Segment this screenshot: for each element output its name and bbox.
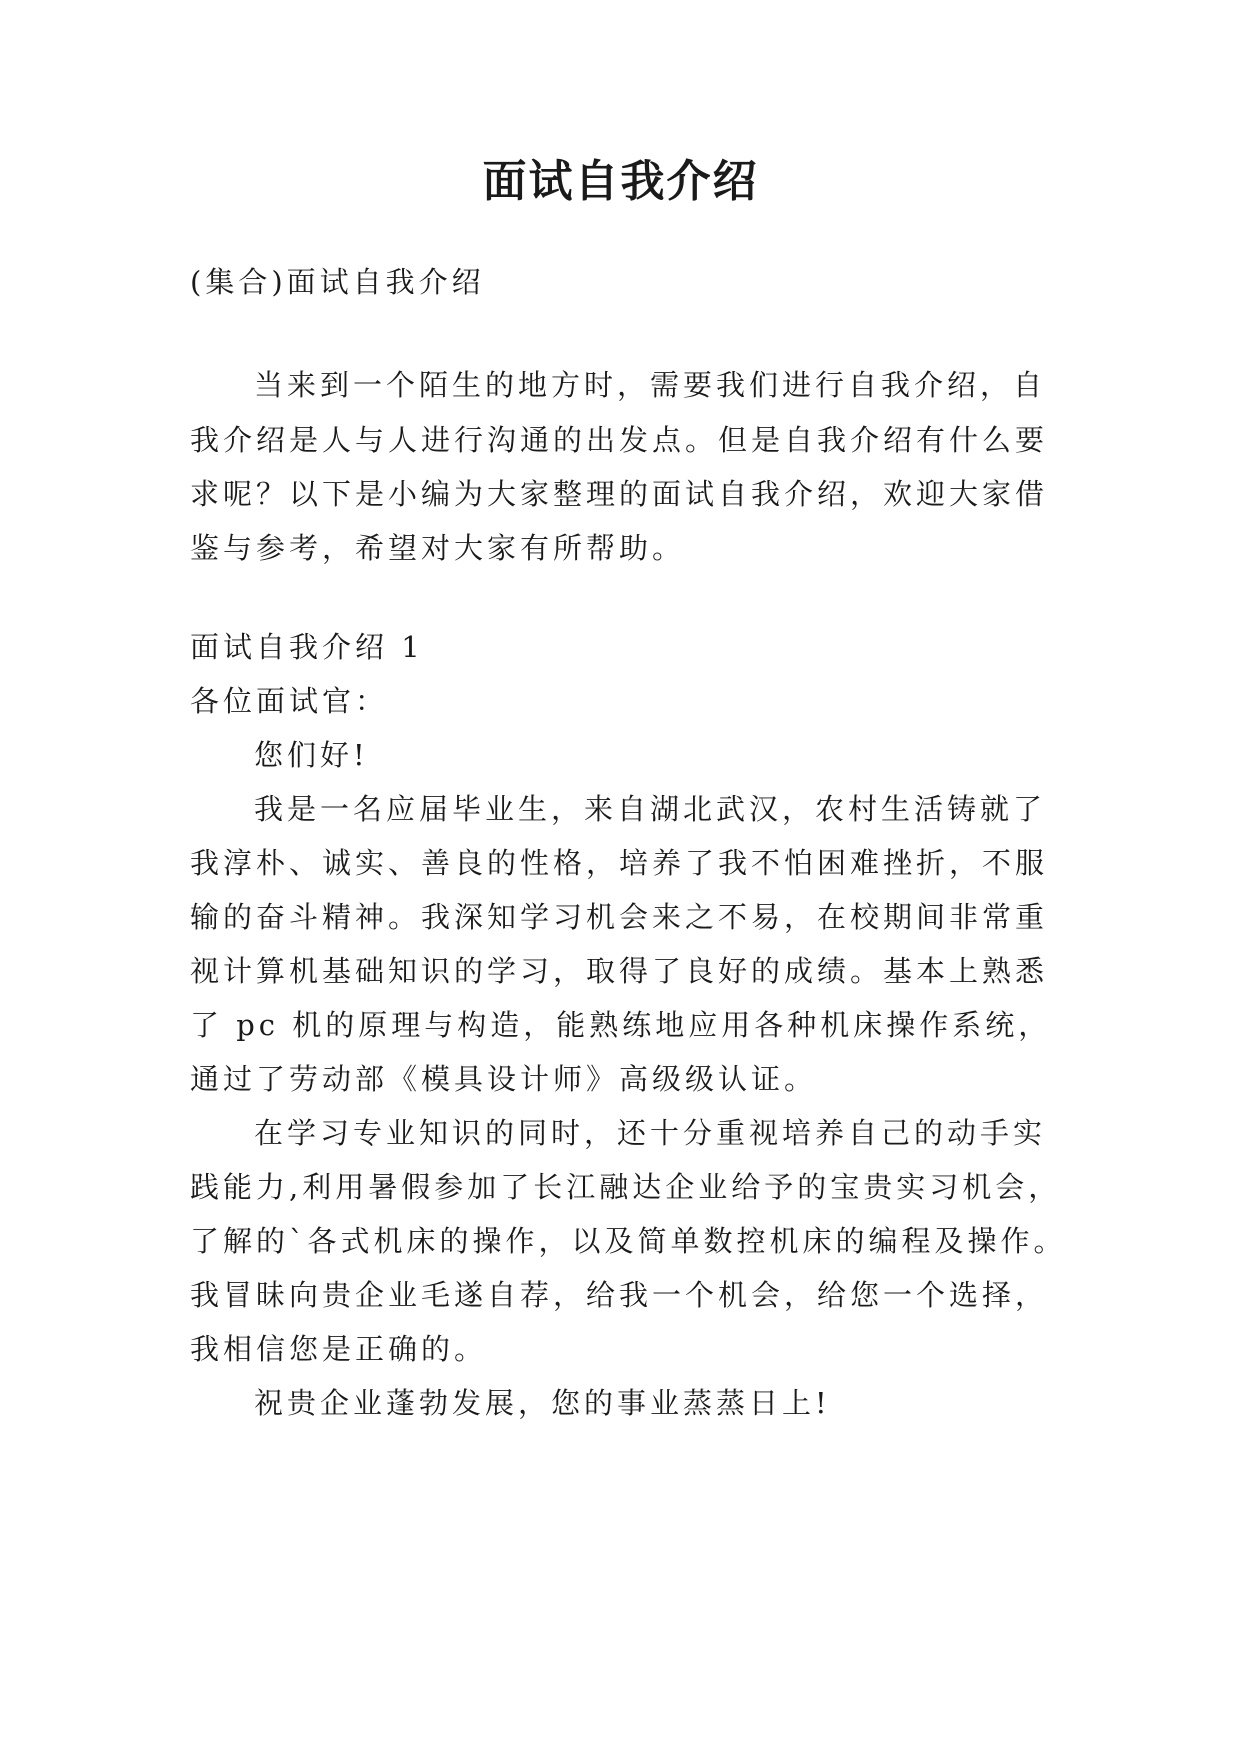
para1-line-4: 视计算机基础知识的学习，取得了良好的成绩。基本上熟悉 (190, 954, 1049, 988)
para2-line-4: 我冒昧向贵企业毛遂自荐，给我一个机会，给您一个选择， (190, 1278, 1049, 1312)
para2-line-3: 了解的`各式机床的操作，以及简单数控机床的编程及操作。 (190, 1224, 1067, 1258)
document-subtitle: (集合)面试自我介绍 (190, 265, 485, 299)
para1-line-6: 通过了劳动部《模具设计师》高级级认证。 (190, 1062, 818, 1096)
para1-line-1: 我是一名应届毕业生，来自湖北武汉，农村生活铸就了 (254, 792, 1047, 826)
closing-line: 祝贵企业蓬勃发展，您的事业蒸蒸日上! (254, 1386, 831, 1420)
para2-line-5: 我相信您是正确的。 (190, 1332, 488, 1366)
document-title: 面试自我介绍 (482, 156, 759, 207)
intro-line-4: 鉴与参考，希望对大家有所帮助。 (190, 531, 686, 565)
section-heading: 面试自我介绍 1 (190, 630, 424, 664)
para2-line-2: 践能力,利用暑假参加了长江融达企业给予的宝贵实习机会， (190, 1170, 1062, 1204)
para1-line-3: 输的奋斗精神。我深知学习机会来之不易，在校期间非常重 (190, 900, 1049, 934)
intro-line-1: 当来到一个陌生的地方时，需要我们进行自我介绍，自 (254, 368, 1047, 402)
para1-line-5: 了 pc 机的原理与构造，能熟练地应用各种机床操作系统， (190, 1008, 1052, 1042)
salutation: 各位面试官： (190, 684, 389, 718)
intro-line-3: 求呢？以下是小编为大家整理的面试自我介绍，欢迎大家借 (190, 477, 1049, 511)
para1-line-2: 我淳朴、诚实、善良的性格，培养了我不怕困难挫折，不服 (190, 846, 1049, 880)
intro-line-2: 我介绍是人与人进行沟通的出发点。但是自我介绍有什么要 (190, 423, 1049, 457)
para2-line-1: 在学习专业知识的同时，还十分重视培养自己的动手实 (254, 1116, 1047, 1150)
greeting: 您们好! (254, 738, 369, 772)
